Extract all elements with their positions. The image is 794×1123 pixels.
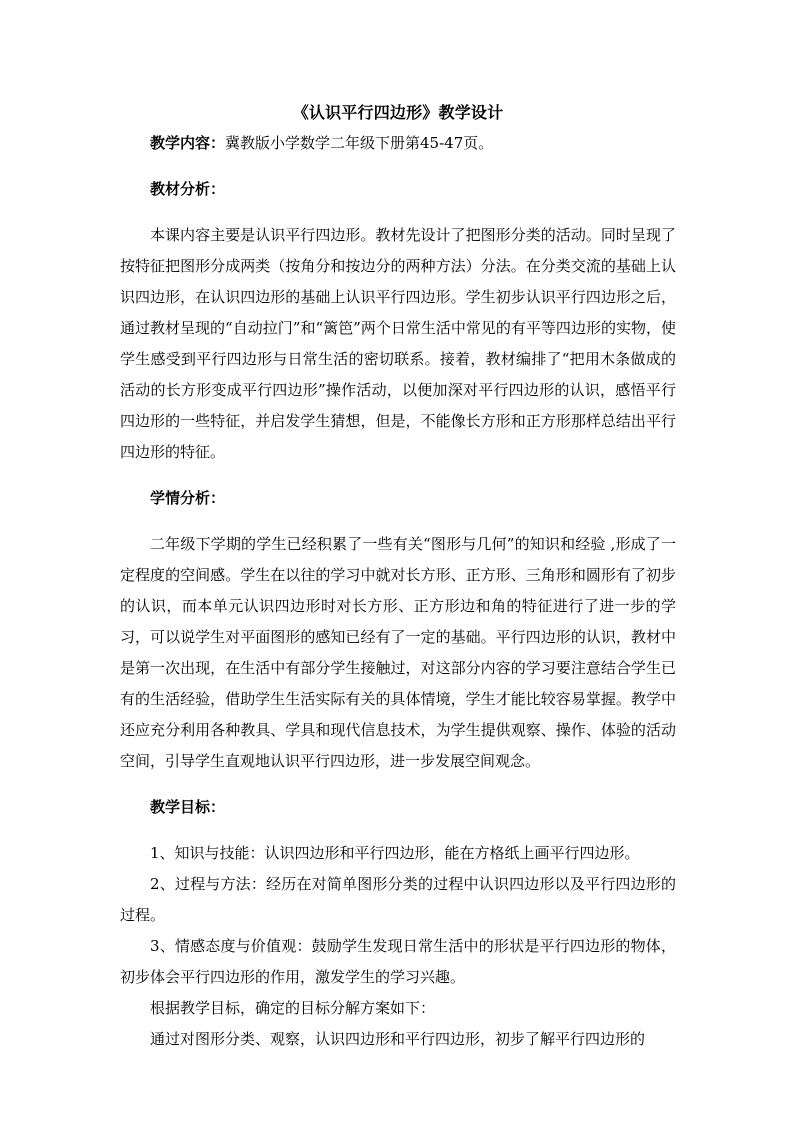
document-title: 《认识平行四边形》教学设计 [292, 103, 504, 122]
textbook-analysis-heading: 教材分析： [150, 180, 226, 198]
student-analysis-paragraph: 二年级下学期的学生已经积累了一些有关“图形与几何”的知识和经验 ,形成了一定程度的空间感。学生在以往的学习中就对长方形、正方形、三角形和圆形有了初步的认识，而本单元认识四边形时对长方形、正方形边和角的特征进行了进一步的学习，可以说学生对平面图形的感知已经有了一定的基础。平行四边形的认识，教材中是第一次出现，在生活中有部分学生接触过，对这部分内容的学习要注意结合学生已有的生活经验，借助学生生活实际有关的具体情境，学生才能比较容易掌握。教学中还应充分利用各种教具、学具和现代信息技术，为学生提供观察、操作、体验的活动空间，引导学生直观地认识平行四边形，进一步发展空间观念。 [120, 535, 676, 770]
goal-attitudes-values: 3、情感态度与价值观：鼓励学生发现日常生活中的形状是平行四边形的物体，初步体会平行四边形的作用，激发学生的学习兴趣。 [120, 937, 676, 986]
goal-breakdown-intro: 根据教学目标，确定的目标分解方案如下： [150, 999, 436, 1017]
teaching-goals-heading: 教学目标： [150, 798, 226, 816]
teaching-content-label: 教学内容： [150, 134, 226, 152]
goal-knowledge-skills: 1、知识与技能：认识四边形和平行四边形，能在方格纸上画平行四边形。 [150, 844, 640, 862]
teaching-content-line [120, 128, 676, 159]
student-analysis-heading: 学情分析： [150, 489, 226, 507]
goal-process-methods: 2、过程与方法：经历在对简单图形分类的过程中认识四边形以及平行四边形的过程。 [120, 875, 676, 924]
goal-breakdown-text: 通过对图形分类、观察，认识四边形和平行四边形，初步了解平行四边形的 [150, 1030, 646, 1048]
textbook-analysis-paragraph: 本课内容主要是认识平行四边形。教材先设计了把图形分类的活动。同时呈现了按特征把图形分成两类（按角分和按边分的两种方法）分法。在分类交流的基础上认识四边形，在认识四边形的基础上认识平行四边形。学生初步认识平行四边形之后，通过教材呈现的“自动拉门”和“篱笆”两个日常生活中常见的有平等四边形的实物，使学生感受到平行四边形与日常生活的密切联系。接着，教材编排了“把用木条做成的活动的长方形变成平行四边形”操作活动，以便加深对平行四边形的认识，感悟平行四边形的一些特征，并启发学生猜想，但是，不能像长方形和正方形那样总结出平行四边形的特征。 [120, 226, 676, 461]
teaching-content-value: 冀教版小学数学二年级下册第45-47页。 [225, 134, 494, 152]
document-content [120, 98, 676, 1055]
